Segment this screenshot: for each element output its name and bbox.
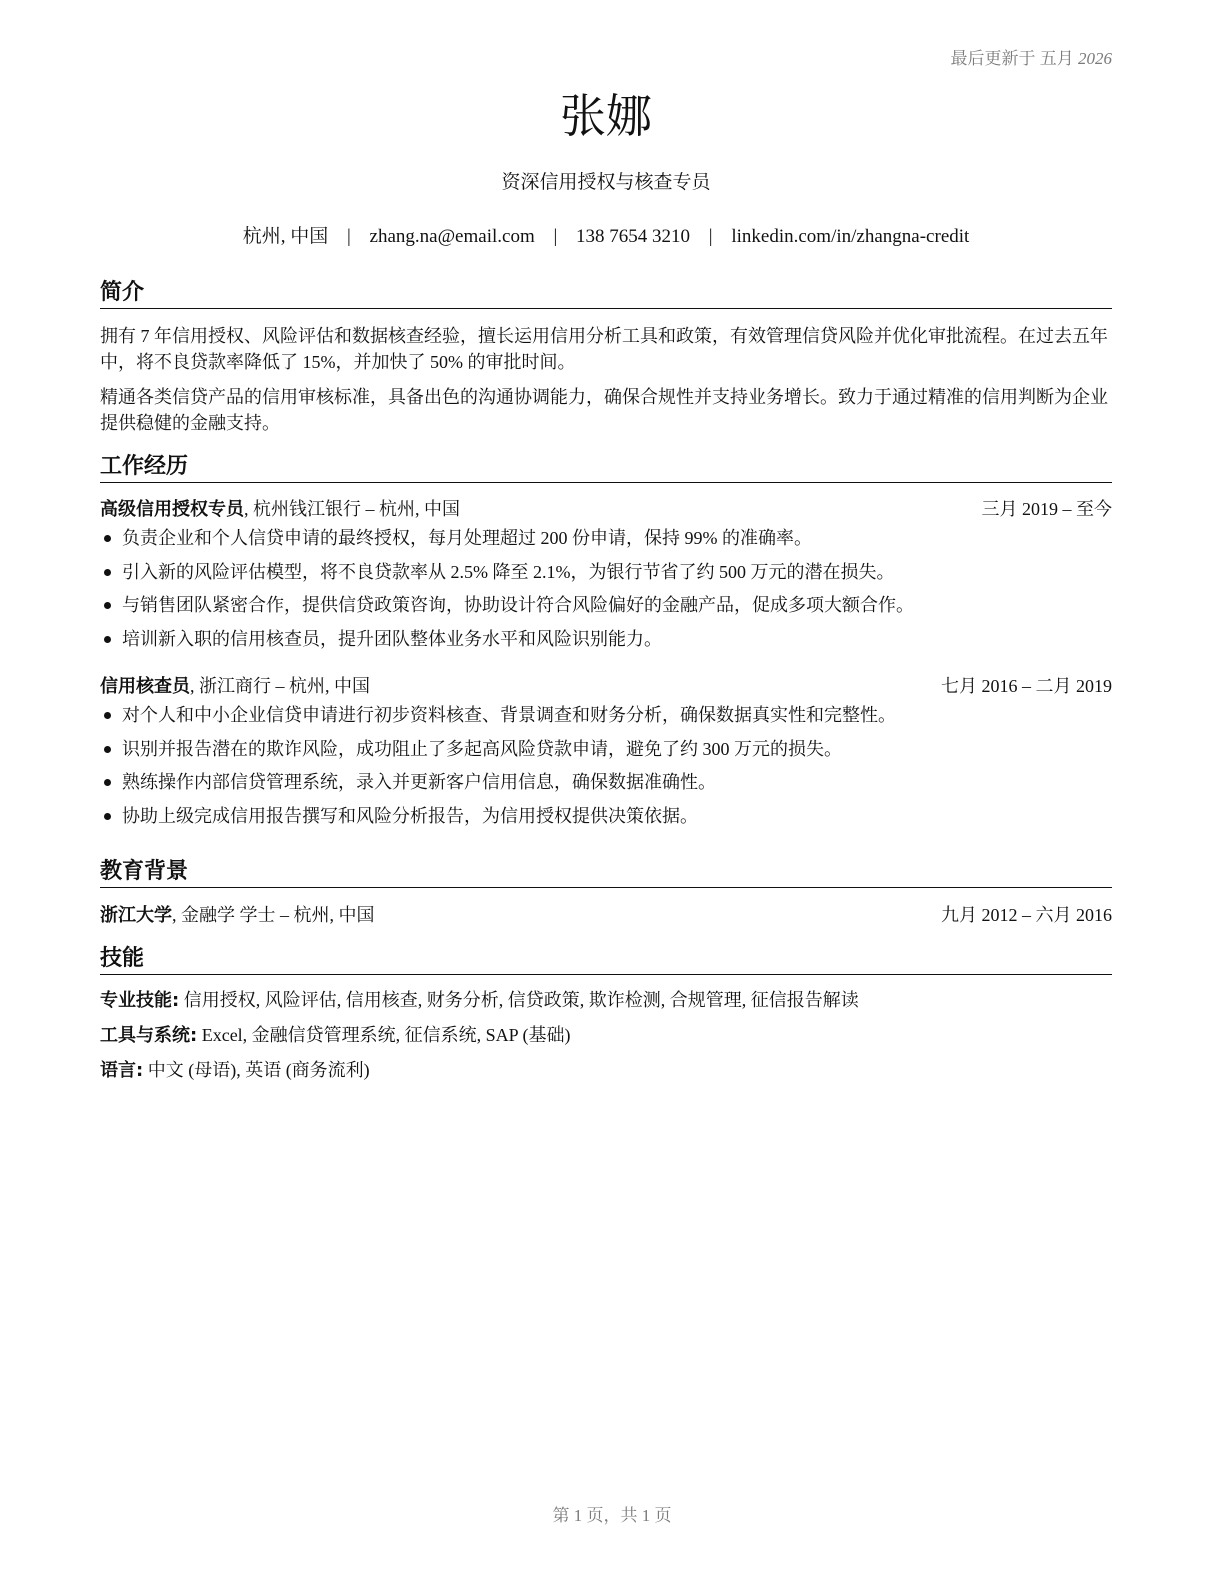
job-bullet: 熟练操作内部信贷管理系统，录入并更新客户信用信息，确保数据准确性。	[100, 766, 1112, 800]
education-entry	[100, 902, 1112, 929]
skill-line	[100, 1053, 1112, 1088]
contact-phone: 138 7654 3210	[576, 226, 691, 247]
experience-title: 工作经历	[100, 452, 1112, 483]
contact-location: 杭州, 中国	[242, 226, 329, 247]
skill-line	[100, 983, 1112, 1018]
contact-linkedin-link[interactable]: linkedin.com/in/zhangna-credit	[731, 226, 970, 247]
summary-paragraph: 拥有 7 年信用授权、风险评估和数据核查经验，擅长运用信用分析工具和政策，有效管理信贷风险并优化审批流程。在过去五年中，将不良贷款率降低了 15%，并加快了 50% 的审批时间。	[100, 326, 1108, 372]
skill-line	[100, 1018, 1112, 1053]
candidate-name: 张娜	[560, 89, 652, 143]
skill-value: 中文 (母语), 英语 (商务流利)	[143, 1060, 370, 1080]
skill-label: 语言:	[100, 1060, 144, 1081]
education-detail: , 金融学 学士 – 杭州, 中国	[172, 905, 375, 925]
job-bullets	[100, 699, 1112, 833]
job-entry	[100, 496, 1112, 656]
skills-title: 技能	[100, 944, 1112, 975]
job-header	[100, 673, 1112, 700]
education-dates: 九月 2012 – 六月 2016	[941, 905, 1112, 925]
last-updated-year: 2026	[1078, 49, 1112, 68]
job-bullets	[100, 522, 1112, 656]
job-bullet: 对个人和中小企业信贷申请进行初步资料核查、背景调查和财务分析，确保数据真实性和完整性。	[100, 699, 1112, 733]
job-role: 高级信用授权专员	[100, 499, 244, 520]
job-dates: 七月 2016 – 二月 2019	[941, 676, 1112, 696]
skill-label: 工具与系统:	[100, 1025, 198, 1046]
skill-value: 信用授权, 风险评估, 信用核查, 财务分析, 信贷政策, 欺诈检测, 合规管理, 征信报告解读	[179, 990, 859, 1010]
last-updated	[951, 44, 1113, 69]
contact-line	[100, 224, 1112, 250]
job-title-line	[100, 496, 460, 523]
education-school: 浙江大学	[100, 905, 172, 926]
summary-title: 简介	[100, 278, 1112, 309]
job-title-line	[100, 673, 370, 700]
skill-value: Excel, 金融信贷管理系统, 征信系统, SAP (基础)	[197, 1025, 571, 1045]
job-org: , 杭州钱江银行 – 杭州, 中国	[244, 499, 460, 519]
last-updated-label: 最后更新于 五月	[950, 49, 1074, 68]
education-title: 教育背景	[100, 857, 1112, 888]
job-bullet: 与销售团队紧密合作，提供信贷政策咨询，协助设计符合风险偏好的金融产品，促成多项大额合作。	[100, 589, 1112, 623]
education-line	[100, 902, 375, 929]
job-entry	[100, 673, 1112, 833]
job-header	[100, 496, 1112, 523]
job-bullet: 识别并报告潜在的欺诈风险，成功阻止了多起高风险贷款申请，避免了约 300 万元的损失。	[100, 733, 1112, 767]
summary-paragraph: 精通各类信贷产品的信用审核标准，具备出色的沟通协调能力，确保合规性并支持业务增长。致力于通过精准的信用判断为企业提供稳健的金融支持。	[100, 387, 1108, 433]
job-role: 信用核查员	[100, 676, 190, 697]
experience-section	[100, 452, 1112, 833]
job-org: , 浙江商行 – 杭州, 中国	[190, 676, 370, 696]
job-bullet: 培训新入职的信用核查员，提升团队整体业务水平和风险识别能力。	[100, 623, 1112, 657]
candidate-headline: 资深信用授权与核查专员	[501, 172, 711, 193]
contact-email-link[interactable]: zhang.na@email.com	[369, 226, 535, 247]
contact-separator: |	[708, 226, 713, 247]
contact-separator: |	[553, 226, 558, 247]
job-bullet: 负责企业和个人信贷申请的最终授权，每月处理超过 200 份申请，保持 99% 的准确率。	[100, 522, 1112, 556]
contact-separator: |	[346, 226, 351, 247]
skill-label: 专业技能:	[100, 990, 180, 1011]
job-dates: 三月 2019 – 至今	[981, 499, 1112, 519]
job-bullet: 引入新的风险评估模型，将不良贷款率从 2.5% 降至 2.1%，为银行节省了约 500 万元的潜在损失。	[100, 556, 1112, 590]
job-bullet: 协助上级完成信用报告撰写和风险分析报告，为信用授权提供决策依据。	[100, 800, 1112, 834]
summary-section	[100, 278, 1112, 436]
skills-section	[100, 944, 1112, 1088]
skills-list	[100, 983, 1112, 1088]
education-section	[100, 857, 1112, 929]
page-number-footer: 第 1 页，共 1 页	[552, 1506, 672, 1525]
